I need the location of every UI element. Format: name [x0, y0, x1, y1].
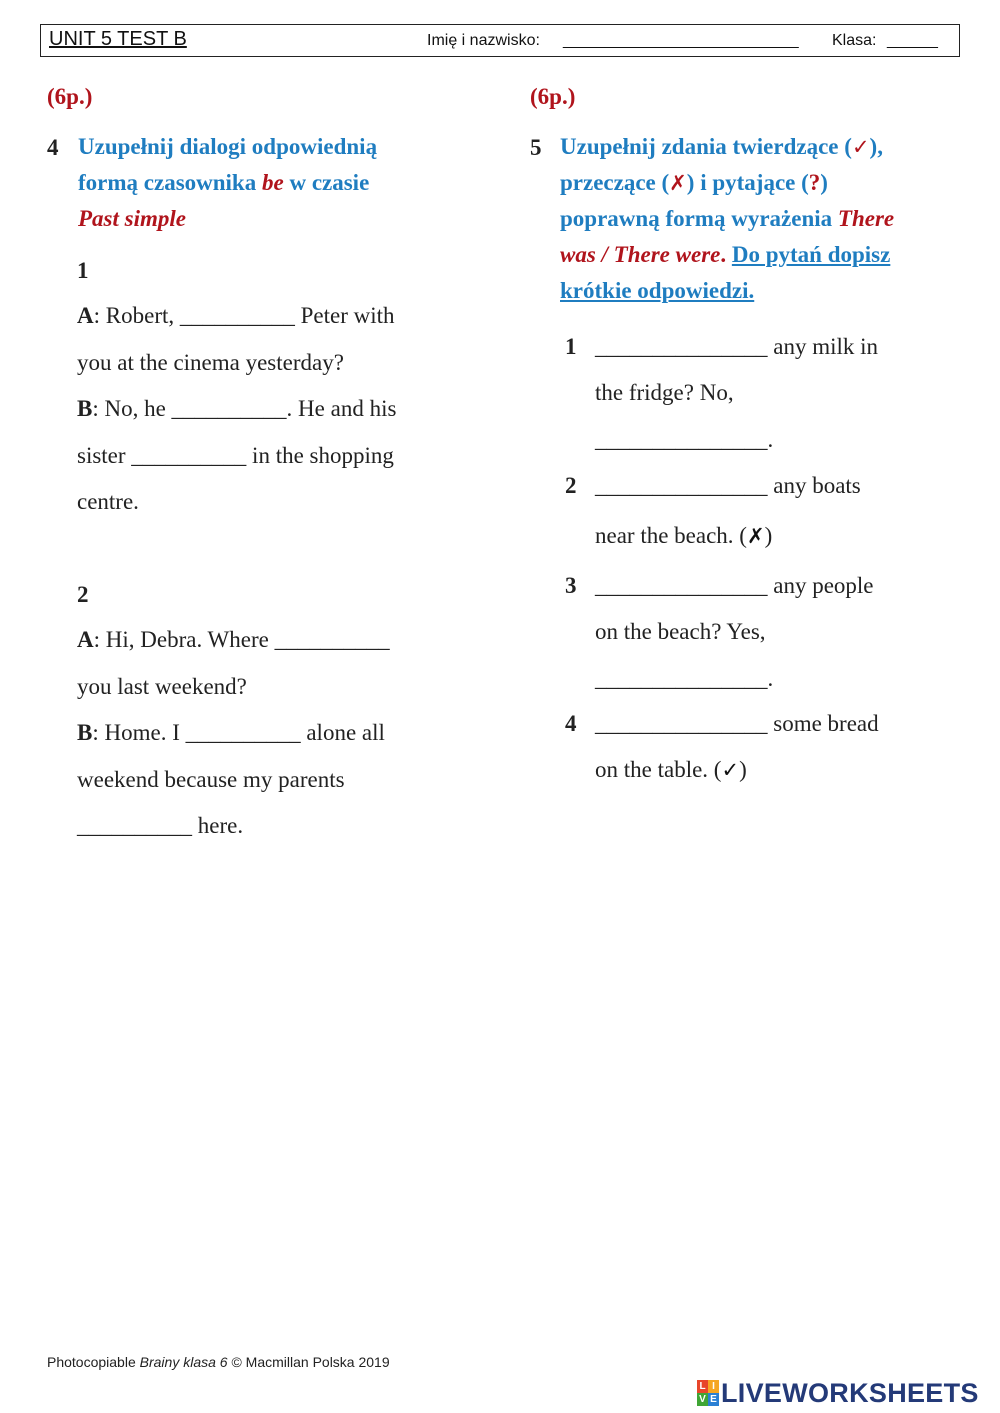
item1-number: 1 [565, 334, 577, 359]
item4-line2: on the table. (✓) [595, 757, 747, 782]
dialog1-line2-end: centre. [77, 489, 139, 514]
header-box [40, 24, 960, 57]
dialog2-line2-end: __________ here. [77, 813, 244, 838]
dialog1-line2: B: No, he __________. He and his [77, 396, 397, 421]
cross-icon: ✗ [669, 171, 687, 195]
instruction-line: Uzupełnij dialogi odpowiednią [78, 134, 378, 159]
item2-number: 2 [565, 473, 577, 498]
question-mark: ? [808, 170, 821, 195]
instruction-line: krótkie odpowiedzi. [560, 278, 755, 303]
check-icon: ✓ [721, 758, 740, 782]
exercise5-number: 5 [530, 135, 542, 160]
dialog1-line1: A: Robert, __________ Peter with [77, 303, 395, 328]
item3-line3: _______________. [595, 666, 774, 691]
class-label: Klasa: [832, 32, 877, 49]
dialog1-number: 1 [77, 258, 89, 283]
instruction-line: przeczące (✗) i pytające (?) [560, 170, 828, 195]
liveworksheets-logo [697, 1378, 979, 1408]
item1-line1: _______________ any milk in [595, 334, 879, 359]
dialog2-line2-cont: weekend because my parents [77, 767, 345, 792]
dialog1-line2-cont: sister __________ in the shopping [77, 443, 394, 468]
item3-line2: on the beach? Yes, [595, 619, 766, 644]
exercise4-instruction [78, 129, 377, 237]
item1-line2: the fridge? No, [595, 380, 734, 405]
footer-copyright: Photocopiable Brainy klasa 6 © Macmillan Polska 2019 [47, 1354, 390, 1370]
item3-number: 3 [565, 573, 577, 598]
exercise5-instruction [560, 129, 894, 309]
verb-be: be [261, 170, 284, 195]
instruction-line: poprawną formą wyrażenia There [560, 206, 895, 231]
instruction-line: formą czasownika be w czasie [78, 170, 370, 195]
item1-line3: _______________. [595, 427, 774, 452]
item4-number: 4 [565, 711, 577, 736]
item2-line2: near the beach. (✗) [595, 523, 773, 548]
unit-title: UNIT 5 TEST B [49, 28, 187, 50]
dialog2-line1-cont: you last weekend? [77, 674, 247, 699]
instruction-line: was / There were. Do pytań dopisz [560, 242, 891, 267]
exercise4-number: 4 [47, 135, 59, 160]
logo-text: LIVEWORKSHEETS [721, 1377, 979, 1408]
tense-name: Past simple [78, 206, 186, 231]
class-field[interactable]: ______ [887, 32, 938, 49]
exercise4-points: (6p.) [47, 84, 93, 109]
dialog1-line1-cont: you at the cinema yesterday? [77, 350, 344, 375]
exercise5-points: (6p.) [530, 84, 576, 109]
cross-icon: ✗ [746, 524, 765, 548]
dialog2-line2: B: Home. I __________ alone all [77, 720, 385, 745]
item2-line1: _______________ any boats [595, 473, 861, 498]
dialog2-line1: A: Hi, Debra. Where __________ [77, 627, 390, 652]
instruction-line: Uzupełnij zdania twierdzące (✓), [560, 134, 883, 159]
short-answer-note: Do pytań dopisz [731, 242, 891, 267]
check-icon: ✓ [851, 135, 870, 159]
item3-line1: _______________ any people [595, 573, 874, 598]
name-field[interactable]: ____________________________ [563, 32, 799, 49]
dialog2-number: 2 [77, 582, 89, 607]
item4-line1: _______________ some bread [595, 711, 879, 736]
name-label: Imię i nazwisko: [427, 32, 540, 49]
logo-badge-icon: L I V E [697, 1380, 719, 1406]
